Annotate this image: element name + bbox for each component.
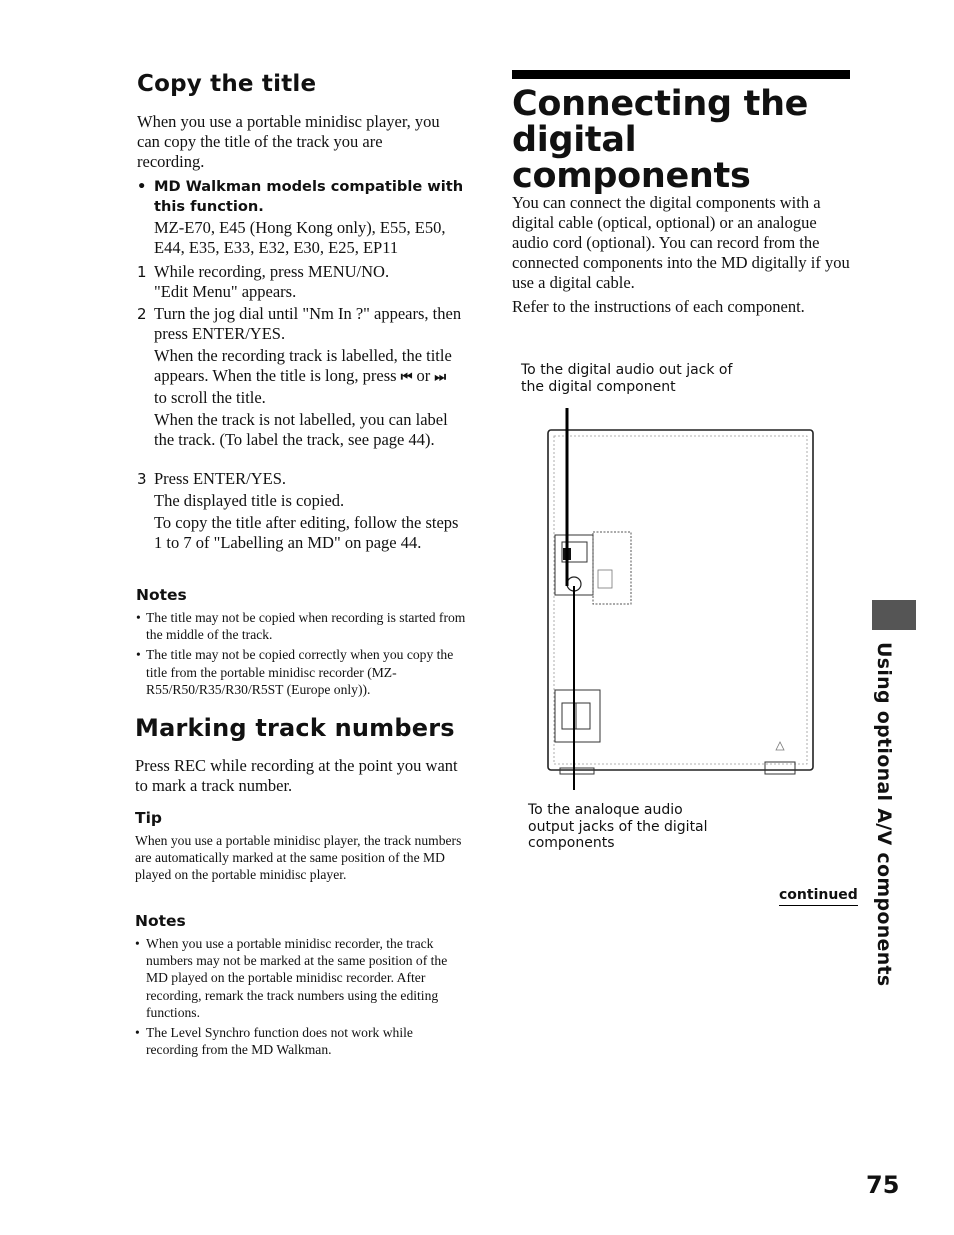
step-text: Press ENTER/YES. <box>154 469 286 488</box>
step-2-detail-b: to scroll the title. <box>154 388 266 407</box>
step-number: 2 <box>137 305 147 323</box>
step-2-detail-c: When the track is not labelled, you can label the track. (To label the track, see page 44). <box>154 410 448 449</box>
section-top-bar <box>512 70 850 79</box>
note-text: When you use a portable minidisc recorder, the track numbers may not be marked at the same position of the MD played on the portable minidisc recorder. After recording, remark the track numbers using the editing functions. <box>146 936 448 1020</box>
label-digital-out: To the digital audio out jack of the digital component <box>521 362 733 395</box>
model-list: MZ-E70, E45 (Hong Kong only), E55, E50, E44, E35, E33, E32, E30, E25, EP11 <box>154 218 446 257</box>
note-bullet: • <box>136 610 141 625</box>
connection-diagram <box>540 400 825 800</box>
note-item <box>136 609 468 643</box>
step-2-or: or <box>416 366 431 385</box>
notes-heading: Notes <box>136 586 187 604</box>
note-bullet: • <box>135 936 140 951</box>
section-tab-block <box>872 600 916 630</box>
jack-module-right <box>593 532 631 604</box>
prev-track-icon: ⏮ <box>400 370 413 385</box>
note-text: The title may not be copied correctly when you copy the title from the portable minidisc recorder (MZ-R55/R50/R35/R30/R5ST (Europe only)). <box>146 647 454 697</box>
step-text: While recording, press MENU/NO. "Edit Menu" appears. <box>154 262 390 301</box>
copy-title-intro: When you use a portable minidisc player, you can copy the title of the track you are recording. <box>137 112 440 171</box>
page-number: 75 <box>866 1171 900 1199</box>
step-3 <box>137 469 467 553</box>
tip-text: When you use a portable minidisc player, the track numbers are automatically marked at the same position of the MD played on the portable minidisc player. <box>135 833 462 883</box>
jack-detail <box>598 570 612 588</box>
connecting-refer: Refer to the instructions of each component. <box>512 297 805 316</box>
step-number: 1 <box>137 263 147 281</box>
label-analog-out: To the analoque audio output jacks of the digital components <box>528 802 708 851</box>
next-track-icon: ⏭ <box>434 370 447 385</box>
note-text: The Level Synchro function does not work while recording from the MD Walkman. <box>146 1025 413 1058</box>
panel-inner-outline <box>554 436 807 764</box>
continued-marker: continued <box>779 887 858 906</box>
step-text: Turn the jog dial until "Nm In ?" appears, then press ENTER/YES. <box>154 304 462 343</box>
component-rear-panel <box>548 430 813 770</box>
note-text: The title may not be copied when recording is started from the middle of the track. <box>146 610 466 643</box>
notes-heading: Notes <box>135 912 186 930</box>
note-item <box>136 646 468 698</box>
section-heading-copy-title: Copy the title <box>137 71 317 97</box>
foot-detail <box>776 742 784 750</box>
tip-heading: Tip <box>135 809 162 827</box>
bullet-head: MD Walkman models compatible with this function. <box>154 178 464 215</box>
bullet-dot: • <box>137 178 147 195</box>
step-2-detail <box>154 346 459 408</box>
page-title <box>512 86 857 194</box>
connecting-body: You can connect the digital components with a digital cable (optical, optional) or an analogue audio cord (optional). You can record from the connected components into the MD digitally if you use a digital cable. <box>512 193 850 292</box>
page-title-line-1: Connecting the <box>512 84 809 124</box>
step-2-detail-a: When the recording track is labelled, the title appears. When the title is long, press <box>154 346 452 385</box>
marking-body: Press REC while recording at the point you want to mark a track number. <box>135 756 458 795</box>
notes-list <box>136 609 468 698</box>
note-bullet: • <box>135 1025 140 1041</box>
side-tab-label: Using optional A/V components <box>873 642 895 987</box>
page-title-line-2: digital components <box>512 120 751 196</box>
notes-list <box>135 935 460 1058</box>
step-1 <box>137 262 467 302</box>
note-bullet: • <box>136 647 141 663</box>
foot-left <box>560 768 594 774</box>
note-item <box>135 935 460 1021</box>
bullet-compatible <box>137 177 467 258</box>
step-number: 3 <box>137 470 147 488</box>
step-3-detail-b: To copy the title after editing, follow the steps 1 to 7 of "Labelling an MD" on page 44. <box>154 513 459 552</box>
step-2 <box>137 304 467 450</box>
step-3-detail-a: The displayed title is copied. <box>154 491 345 510</box>
note-item <box>135 1024 460 1058</box>
section-heading-marking: Marking track numbers <box>135 714 455 742</box>
